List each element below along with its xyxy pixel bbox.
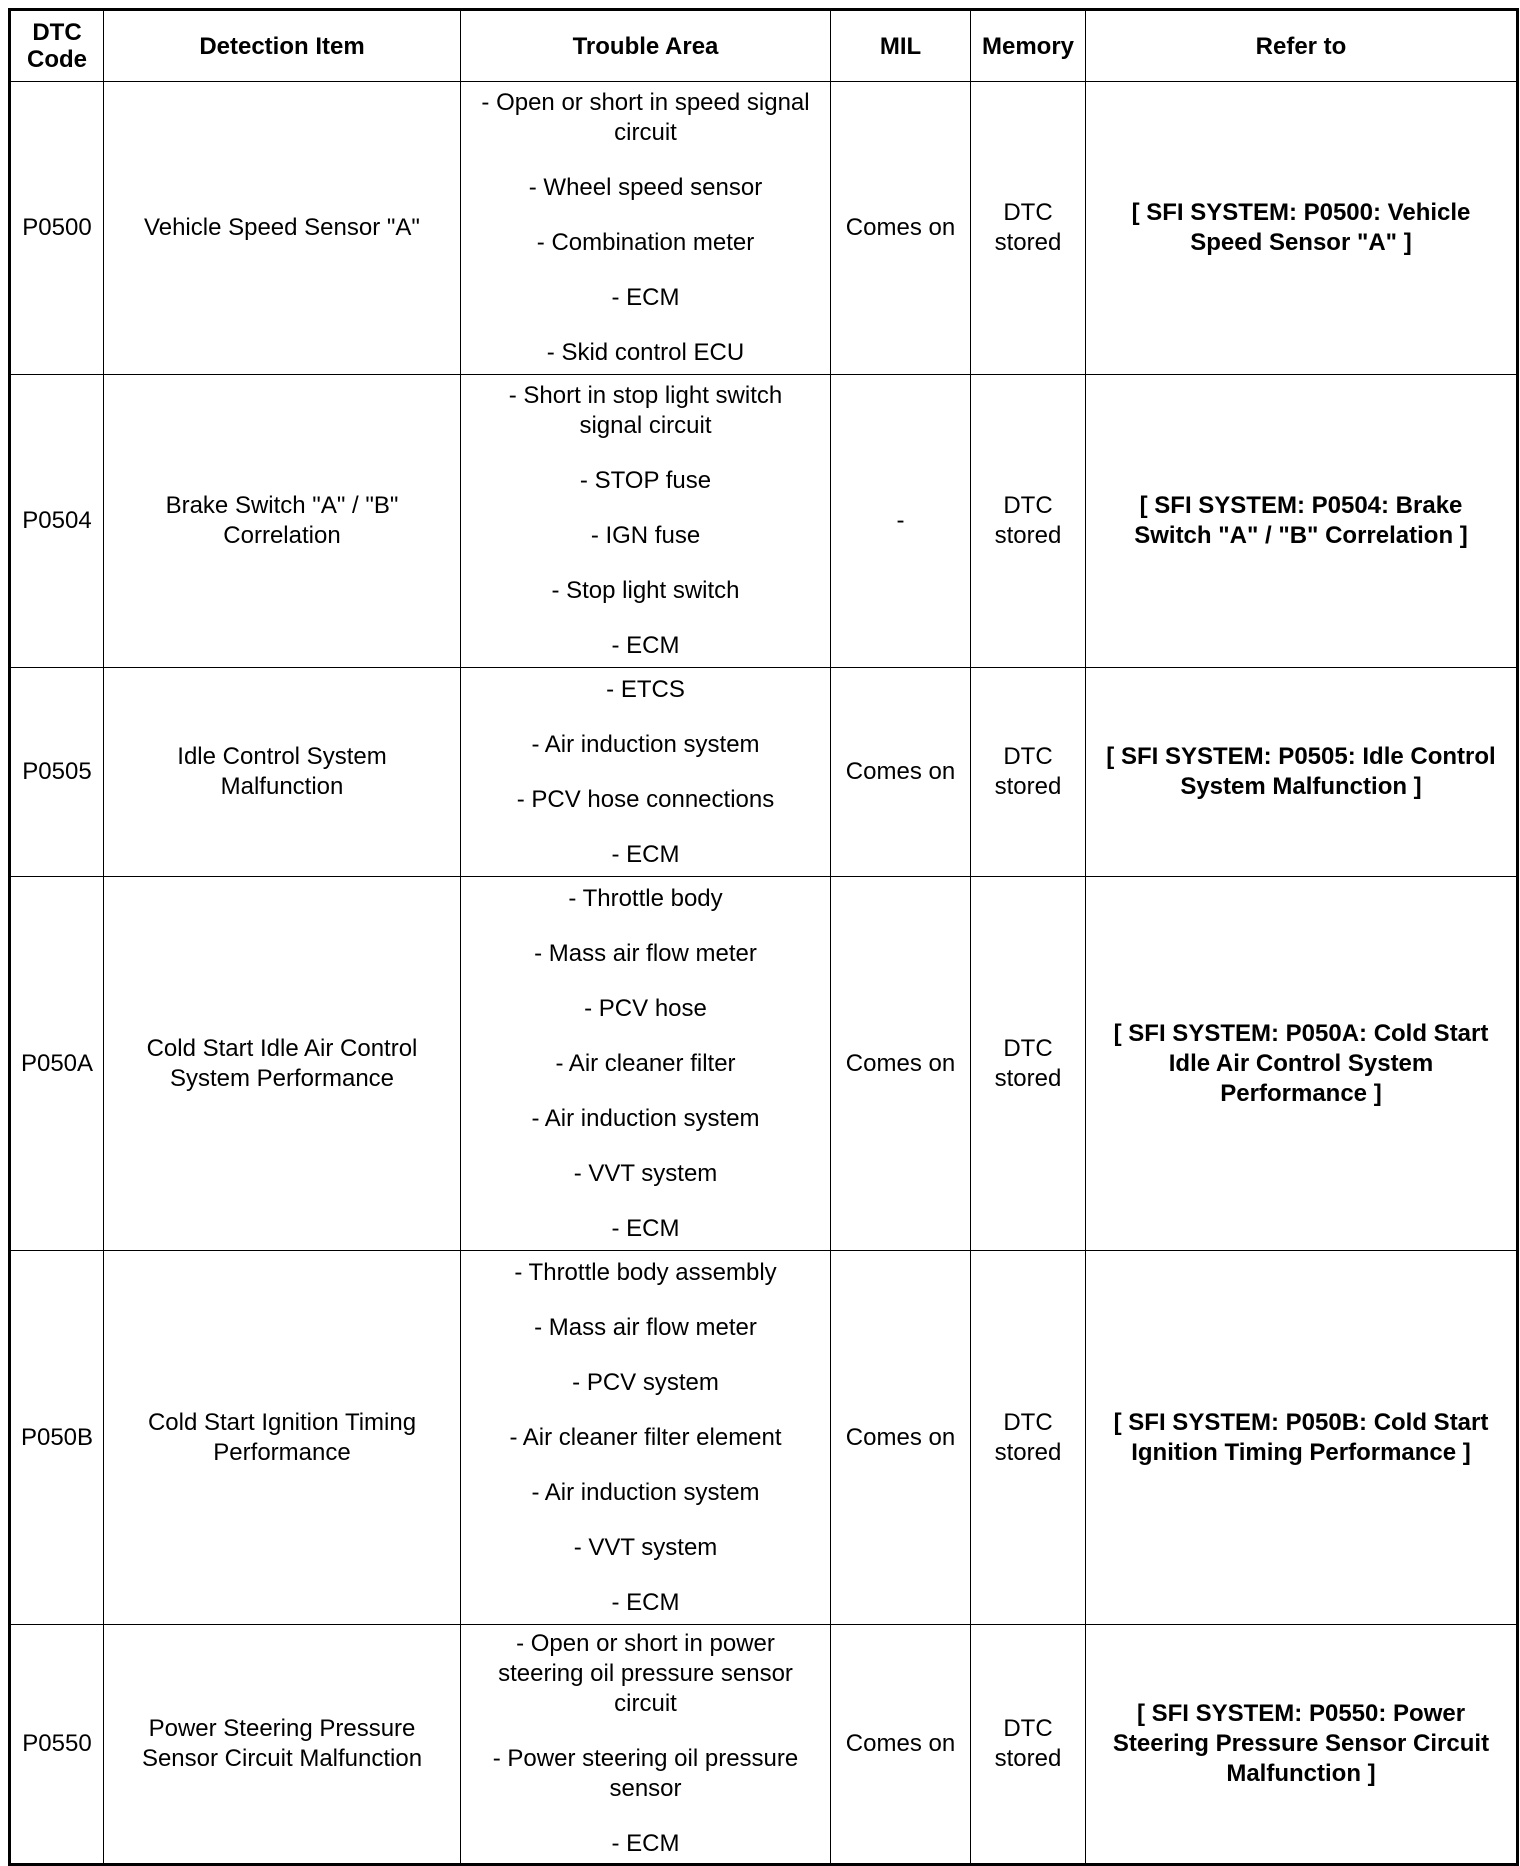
trouble-area-item: - Air cleaner filter [555, 1049, 736, 1077]
memory-status: DTC stored [971, 82, 1086, 375]
dtc-code: P0504 [10, 375, 104, 668]
trouble-area-item: - Stop light switch [551, 577, 740, 604]
trouble-area-item: - Open or short in speed signal circuit [481, 89, 810, 146]
trouble-area-item: - Air induction system [531, 730, 760, 758]
detection-item: Idle Control System Malfunction [104, 668, 461, 877]
mil-status: Comes on [831, 82, 971, 375]
memory-status: DTC stored [971, 1251, 1086, 1625]
trouble-area-item: - Air induction system [531, 1478, 760, 1506]
trouble-area-item: - ECM [611, 1588, 680, 1616]
refer-to-link[interactable]: [ SFI SYSTEM: P0504: Brake Switch "A" / "B" Correlation ] [1086, 375, 1518, 668]
trouble-area-item: - Throttle body assembly [514, 1258, 777, 1286]
trouble-area [461, 877, 831, 1251]
trouble-area-item: - Combination meter [536, 229, 755, 256]
header-mil: MIL [831, 10, 971, 82]
mil-status: - [831, 375, 971, 668]
trouble-area-item: - Throttle body [568, 884, 723, 912]
trouble-area-item: - VVT system [573, 1159, 718, 1187]
trouble-area-item: - ECM [611, 840, 680, 868]
trouble-area-item: - Short in stop light switch signal circuit [508, 382, 783, 439]
dtc-code: P0505 [10, 668, 104, 877]
trouble-area [461, 1625, 831, 1865]
detection-item: Vehicle Speed Sensor "A" [104, 82, 461, 375]
trouble-area-item: - ECM [611, 1214, 680, 1242]
mil-status: Comes on [831, 877, 971, 1251]
header-row [10, 10, 1518, 82]
trouble-area-item: - Wheel speed sensor [528, 174, 763, 201]
dtc-code: P0500 [10, 82, 104, 375]
trouble-area-item: - ECM [611, 632, 680, 659]
trouble-area-item: - PCV system [572, 1368, 719, 1396]
trouble-area [461, 82, 831, 375]
trouble-area-item: - Air cleaner filter element [509, 1423, 782, 1451]
trouble-area-item: - ECM [611, 1830, 680, 1857]
trouble-area-item: - ECM [611, 284, 680, 311]
header-trouble-area: Trouble Area [461, 10, 831, 82]
dtc-table [8, 8, 1519, 1866]
detection-item: Brake Switch "A" / "B" Correlation [104, 375, 461, 668]
table-row [10, 668, 1518, 877]
trouble-area [461, 375, 831, 668]
dtc-code: P050B [10, 1251, 104, 1625]
memory-status: DTC stored [971, 877, 1086, 1251]
mil-status: Comes on [831, 1251, 971, 1625]
table-row [10, 1625, 1518, 1865]
trouble-area-item: - Skid control ECU [546, 339, 745, 366]
trouble-area-item: - STOP fuse [579, 467, 712, 494]
refer-to-link[interactable]: [ SFI SYSTEM: P0505: Idle Control System Malfunction ] [1086, 668, 1518, 877]
table-row [10, 877, 1518, 1251]
refer-to-link[interactable]: [ SFI SYSTEM: P0500: Vehicle Speed Sensor "A" ] [1086, 82, 1518, 375]
table-row [10, 82, 1518, 375]
dtc-code: P050A [10, 877, 104, 1251]
header-detection-item: Detection Item [104, 10, 461, 82]
refer-to-link[interactable]: [ SFI SYSTEM: P050A: Cold Start Idle Air Control System Performance ] [1086, 877, 1518, 1251]
detection-item: Cold Start Ignition Timing Performance [104, 1251, 461, 1625]
memory-status: DTC stored [971, 1625, 1086, 1865]
trouble-area-item: - PCV hose connections [516, 785, 775, 813]
trouble-area-item: - ETCS [606, 675, 685, 703]
detection-item: Power Steering Pressure Sensor Circuit Malfunction [104, 1625, 461, 1865]
refer-to-link[interactable]: [ SFI SYSTEM: P050B: Cold Start Ignition Timing Performance ] [1086, 1251, 1518, 1625]
memory-status: DTC stored [971, 375, 1086, 668]
trouble-area-item: - Mass air flow meter [534, 939, 757, 967]
memory-status: DTC stored [971, 668, 1086, 877]
trouble-area-item: - Mass air flow meter [534, 1313, 757, 1341]
trouble-area-item: - IGN fuse [590, 522, 701, 549]
table-row [10, 375, 1518, 668]
trouble-area [461, 668, 831, 877]
trouble-area-item: - Power steering oil pressure sensor [492, 1745, 799, 1802]
header-memory: Memory [971, 10, 1086, 82]
header-dtc-code: DTC Code [10, 10, 104, 82]
mil-status: Comes on [831, 1625, 971, 1865]
trouble-area-item: - Open or short in power steering oil pressure sensor circuit [498, 1630, 793, 1717]
trouble-area-item: - Air induction system [531, 1104, 760, 1132]
mil-status: Comes on [831, 668, 971, 877]
dtc-code: P0550 [10, 1625, 104, 1865]
trouble-area-item: - PCV hose [584, 994, 707, 1022]
refer-to-link[interactable]: [ SFI SYSTEM: P0550: Power Steering Pressure Sensor Circuit Malfunction ] [1086, 1625, 1518, 1865]
trouble-area-item: - VVT system [573, 1533, 718, 1561]
trouble-area [461, 1251, 831, 1625]
detection-item: Cold Start Idle Air Control System Performance [104, 877, 461, 1251]
header-refer-to: Refer to [1086, 10, 1518, 82]
table-row [10, 1251, 1518, 1625]
